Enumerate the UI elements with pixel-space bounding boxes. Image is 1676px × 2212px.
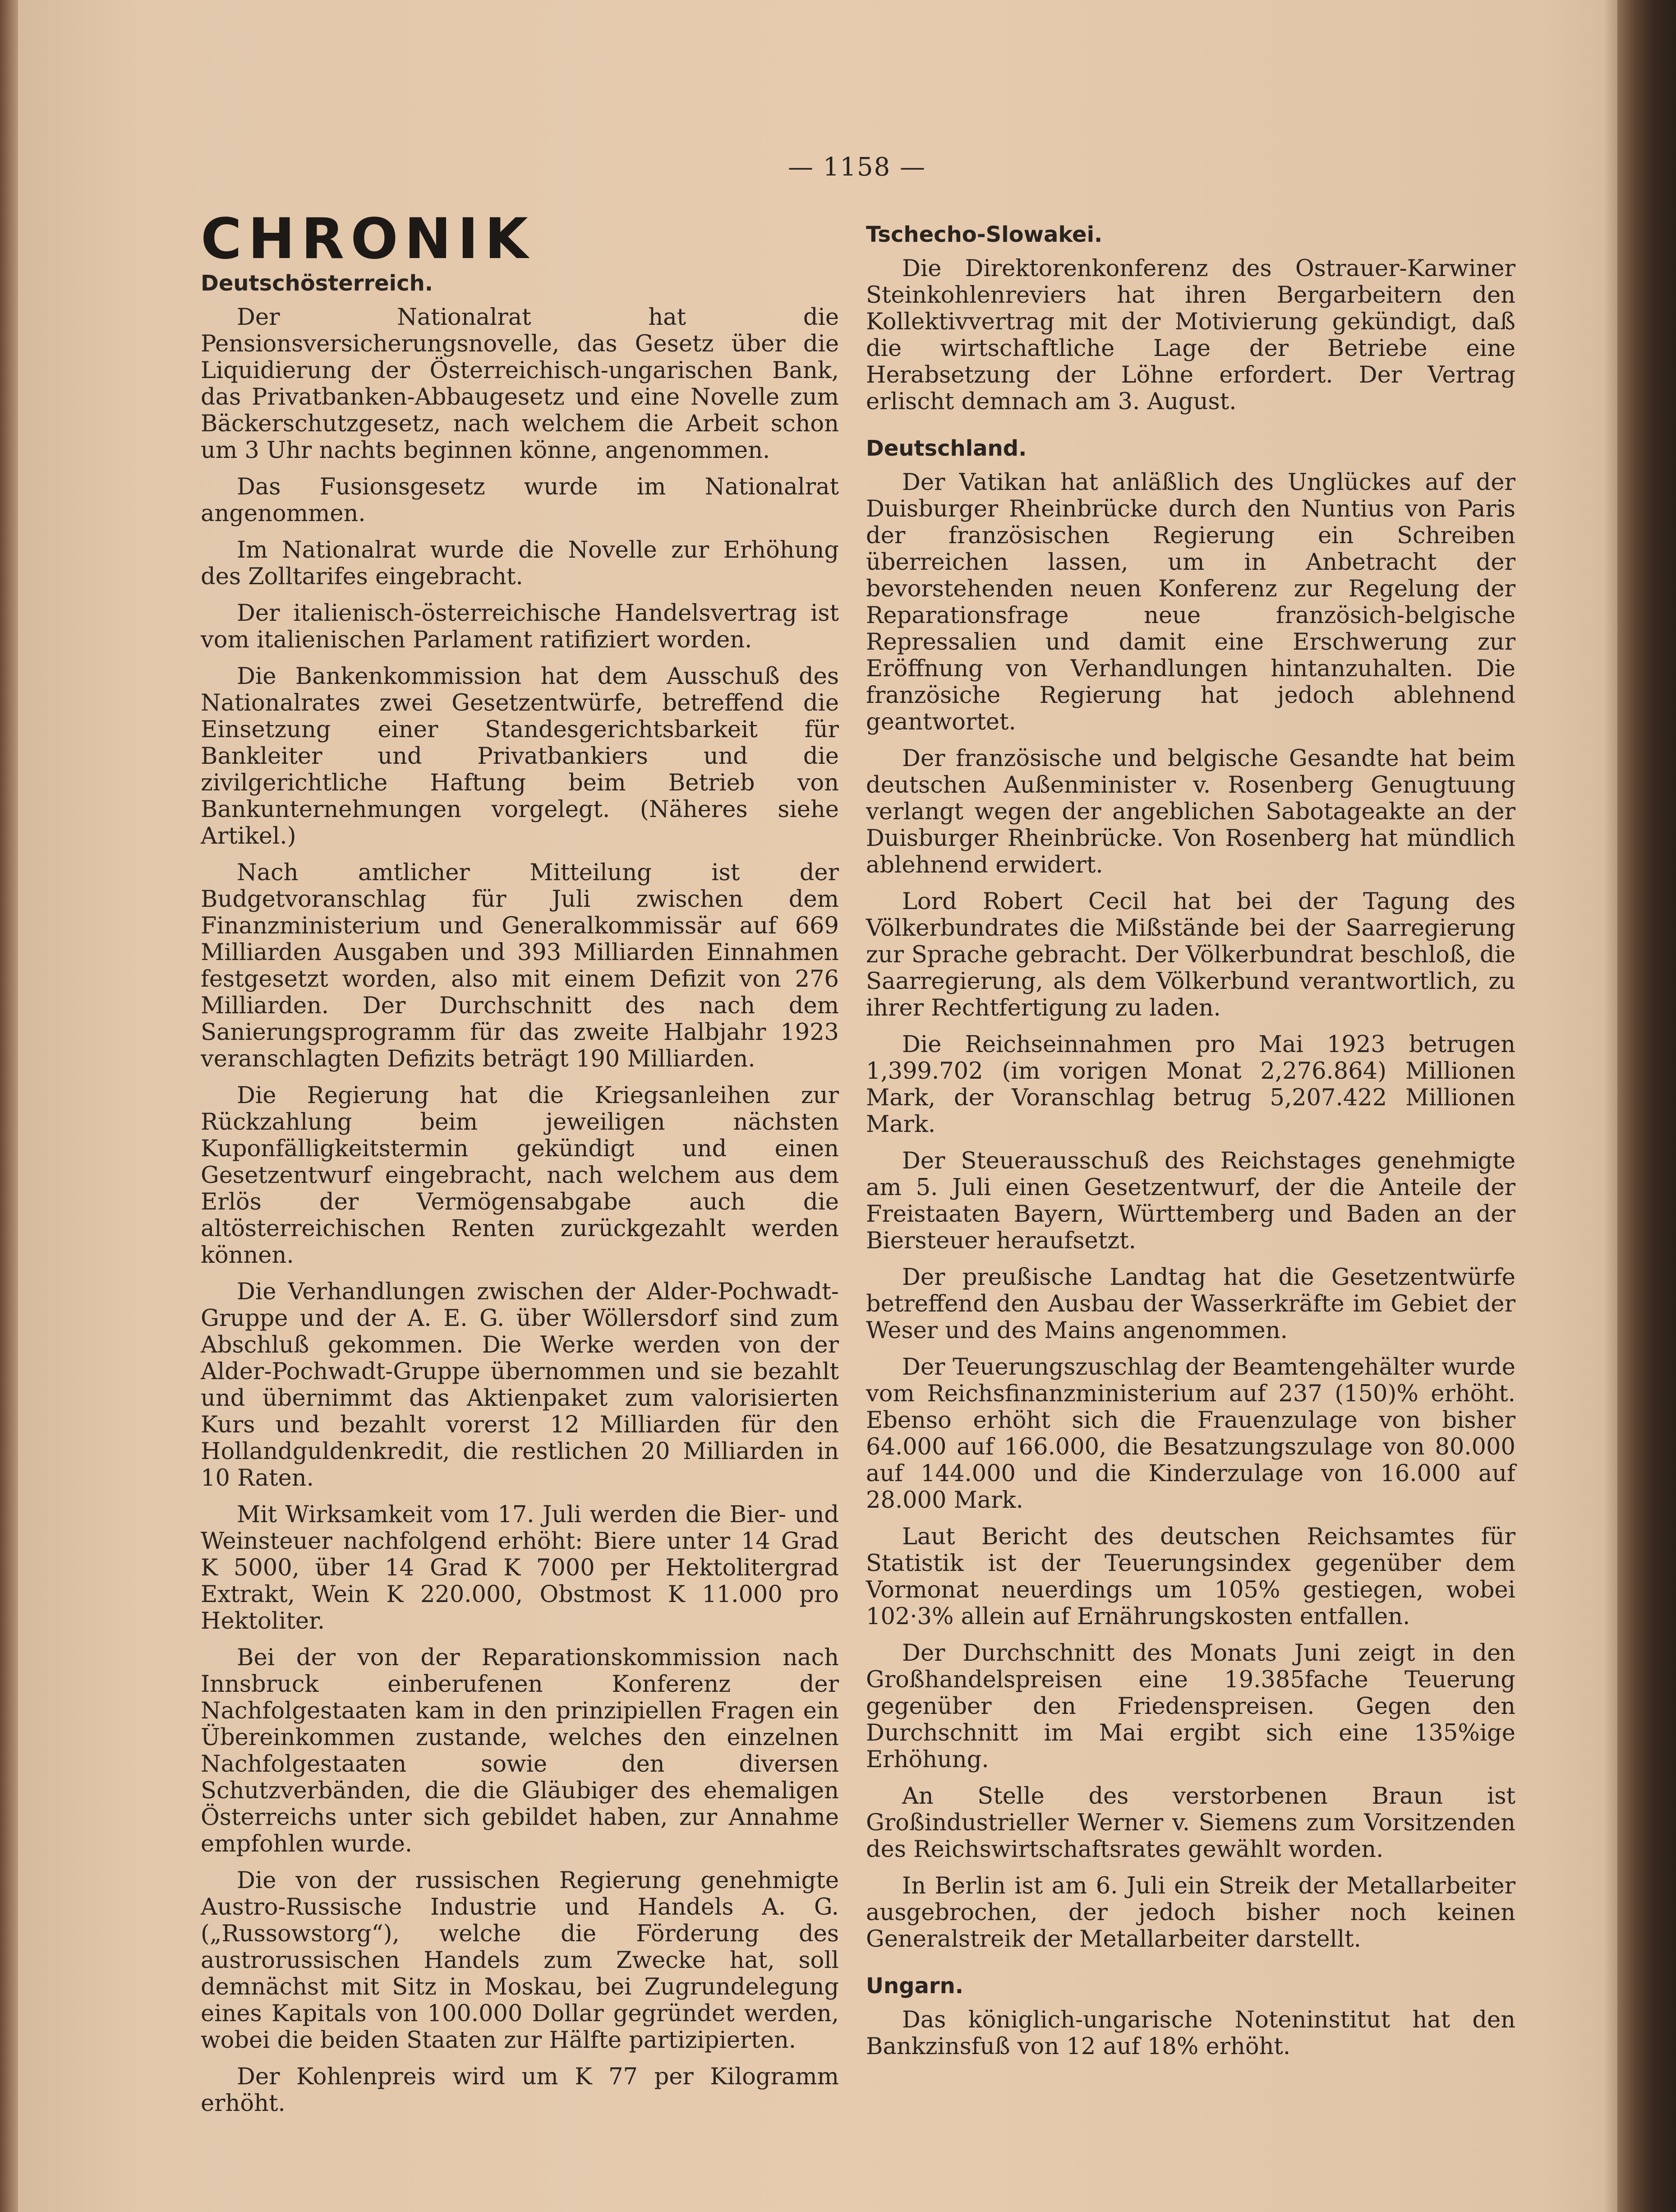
section-heading: Deutschland. [866,436,1027,461]
news-paragraph: Laut Bericht des deutschen Reichsamtes für Statistik ist der Teuerungsindex gegenüber dem Vormonat neuerdings um 105% gestiegen, wobei 102·3% allein auf Ernährungskosten entfallen. [866,1524,1515,1630]
news-paragraph: In Berlin ist am 6. Juli ein Streik der Metallarbeiter ausgebrochen, der jedoch bisher noch keinen Generalstreik der Metallarbeiter darstellt. [866,1873,1515,1953]
page-title: CHRONIK [201,207,534,272]
news-paragraph: An Stelle des verstorbenen Braun ist Großindustrieller Werner v. Siemens zum Vorsitzenden des Reichswirtschaftsrates gewählt worden. [866,1783,1515,1863]
news-paragraph: Das königlich-ungarische Noteninstitut hat den Bankzinsfuß von 12 auf 18% erhöht. [866,2007,1515,2060]
page-left-edge [0,0,18,2212]
news-paragraph: Der Vatikan hat anläßlich des Unglückes auf der Duisburger Rheinbrücke durch den Nuntius von Paris der französischen Regierung ein Schreiben überreichen lassen, um in Anbetracht der bevorstehenden neuen Konferenz zur Regelung der Reparationsfrage neue französich-belgische Repressalien und damit eine Erschwerung zur Eröffnung von Verhandlungen hintanzuhalten. Die französiche Regierung hat jedoch ablehnend geantwortet. [866,469,1515,735]
news-paragraph: Bei der von der Reparationskommission nach Innsbruck einberufenen Konferenz der Nachfolgestaaten kam in den prinzipiellen Fragen ein Übereinkommen zustande, welches den einzelnen Nachfolgestaaten sowie den diversen Schutzverbänden, die die Gläubiger des ehemaligen Österreichs unter sich gebildet haben, zur Annahme empfohlen wurde. [201,1644,839,1857]
section-heading: Tschecho-Slowakei. [866,222,1103,247]
binding-strip [1617,0,1676,2212]
section-heading: Ungarn. [866,1973,963,1999]
page-right-shadow [1604,0,1617,2212]
news-paragraph: Die Bankenkommission hat dem Ausschuß des Nationalrates zwei Gesetzentwürfe, betreffend die Einsetzung einer Standesgerichtsbarkeit für Bankleiter und Privatbankiers und die zivilgerichtliche Haftung beim Betrieb von Bankunternehmungen vorgelegt. (Näheres siehe Artikel.) [201,663,839,850]
news-paragraph: Mit Wirksamkeit vom 17. Juli werden die Bier- und Weinsteuer nachfolgend erhöht: Biere unter 14 Grad K 5000, über 14 Grad K 7000 per Hektolitergrad Extrakt, Wein K 220.000, Obstmost K 11.000 pro Hektoliter. [201,1501,839,1635]
news-paragraph: Im Nationalrat wurde die Novelle zur Erhöhung des Zolltarifes eingebracht. [201,537,839,590]
news-paragraph: Der Nationalrat hat die Pensionsversicherungsnovelle, das Gesetz über die Liquidierung der Österreichisch-ungarischen Bank, das Privatbanken-Abbaugesetz und eine Novelle zum Bäckerschutzgesetz, nach welchem die Arbeit schon um 3 Uhr nachts beginnen könne, angenommen. [201,304,839,464]
news-paragraph: Der Durchschnitt des Monats Juni zeigt in den Großhandelspreisen eine 19.385fache Teuerung gegenüber den Friedenspreisen. Gegen den Durchschnitt im Mai ergibt sich eine 135%ige Erhöhung. [866,1640,1515,1773]
news-paragraph: Der preußische Landtag hat die Gesetzentwürfe betreffend den Ausbau der Wasserkräfte im Gebiet der Weser und des Mains angenommen. [866,1264,1515,1344]
news-paragraph: Der Teuerungszuschlag der Beamtengehälter wurde vom Reichsfinanzministerium auf 237 (150)% erhöht. Ebenso erhöht sich die Frauenzulage von bisher 64.000 auf 166.000, die Besatzungszulage von 80.000 auf 144.000 und die Kinderzulage von 16.000 auf 28.000 Mark. [866,1354,1515,1514]
left-column [201,207,839,2127]
news-paragraph: Die Reichseinnahmen pro Mai 1923 betrugen 1,399.702 (im vorigen Monat 2,276.864) Millionen Mark, der Voranschlag betrug 5,207.422 Millionen Mark. [866,1031,1515,1138]
news-paragraph: Der italienisch-österreichische Handelsvertrag ist vom italienischen Parlament ratifiziert worden. [201,600,839,653]
news-paragraph: Die Direktorenkonferenz des Ostrauer-Karwiner Steinkohlenreviers hat ihren Bergarbeitern den Kollektivvertrag mit der Motivierung gekündigt, daß die wirtschaftliche Lage der Betriebe eine Herabsetzung der Löhne erfordert. Der Vertrag erlischt demnach am 3. August. [866,255,1515,415]
page-number: — 1158 — [787,152,926,182]
news-paragraph: Der Steuerausschuß des Reichstages genehmigte am 5. Juli einen Gesetzentwurf, der die Anteile der Freistaaten Bayern, Württemberg und Baden an der Biersteuer heraufsetzt. [866,1148,1515,1254]
news-paragraph: Der Kohlenpreis wird um K 77 per Kilogramm erhöht. [201,2064,839,2117]
news-paragraph: Die Regierung hat die Kriegsanleihen zur Rückzahlung beim jeweiligen nächsten Kuponfälligkeitstermin gekündigt und einen Gesetzentwurf eingebracht, nach welchem aus dem Erlös der Vermögensabgabe auch die altösterreichischen Renten zurückgezahlt werden können. [201,1082,839,1269]
news-paragraph: Die von der russischen Regierung genehmigte Austro-Russische Industrie und Handels A. G. („Russowstorg“), welche die Förderung des austrorussischen Handels zum Zwecke hat, soll demnächst mit Sitz in Moskau, bei Zugrundelegung eines Kapitals von 100.000 Dollar gegründet werden, wobei die beiden Staaten zur Hälfte partizipierten. [201,1867,839,2054]
news-paragraph: Nach amtlicher Mitteilung ist der Budgetvoranschlag für Juli zwischen dem Finanzministerium und Generalkommissär auf 669 Milliarden Ausgaben und 393 Milliarden Einnahmen festgesetzt worden, also mit einem Defizit von 276 Milliarden. Der Durchschnitt des nach dem Sanierungsprogramm für das zweite Halbjahr 1923 veranschlagten Defizits beträgt 190 Milliarden. [201,859,839,1072]
news-paragraph: Das Fusionsgesetz wurde im Nationalrat angenommen. [201,474,839,527]
news-paragraph: Lord Robert Cecil hat bei der Tagung des Völkerbundrates die Mißstände bei der Saarregierung zur Sprache gebracht. Der Völkerbundrat beschloß, die Saarregierung, als dem Völkerbund verantwortlich, zu ihrer Rechtfertigung zu laden. [866,888,1515,1021]
section-heading: Deutschösterreich. [201,271,433,296]
right-column [866,221,1515,2070]
news-paragraph: Die Verhandlungen zwischen der Alder-Pochwadt-Gruppe und der A. E. G. über Wöllersdorf sind zum Abschluß gekommen. Die Werke werden von der Alder-Pochwadt-Gruppe übernommen und sie bezahlt und übernimmt das Aktienpaket zum valorisierten Kurs und bezahlt vorerst 12 Milliarden für den Hollandguldenkredit, die restlichen 20 Milliarden in 10 Raten. [201,1279,839,1492]
news-paragraph: Der französische und belgische Gesandte hat beim deutschen Außenminister v. Rosenberg Genugtuung verlangt wegen der angeblichen Sabotageakte an der Duisburger Rheinbrücke. Von Rosenberg hat mündlich ablehnend erwidert. [866,745,1515,878]
